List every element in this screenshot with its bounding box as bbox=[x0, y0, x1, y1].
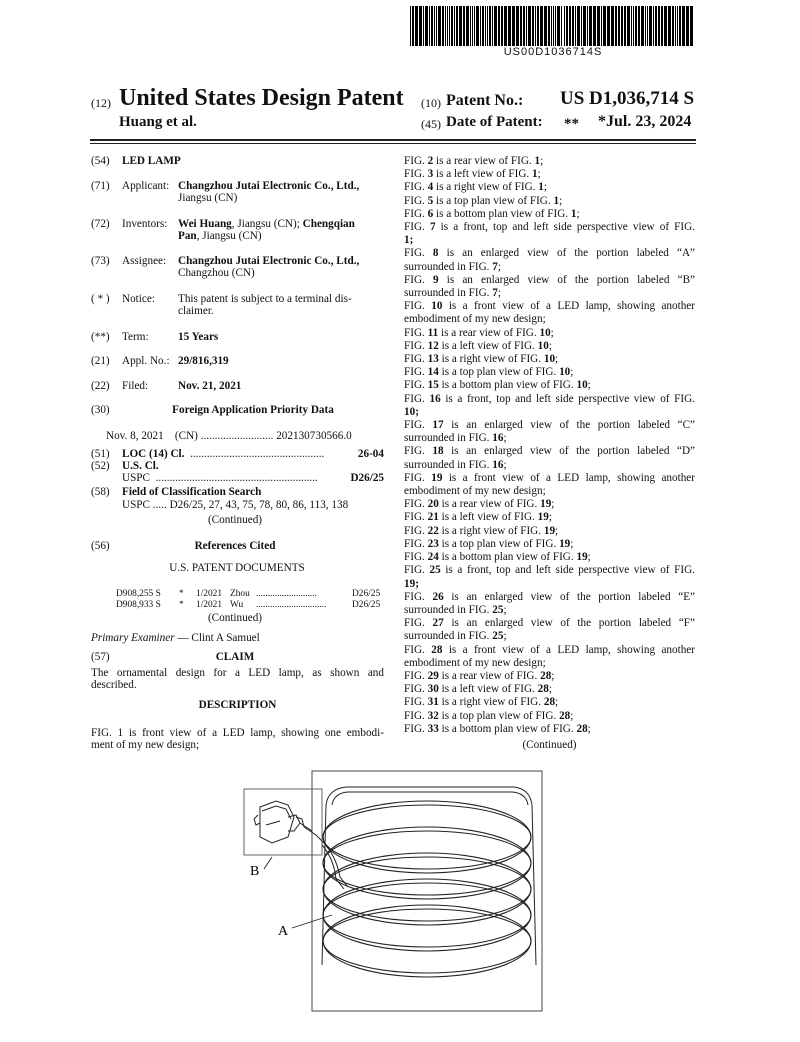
claim-line-2: described. bbox=[91, 678, 137, 691]
barcode-bar bbox=[520, 6, 522, 46]
field-values: ..... D26/25, 27, 43, 75, 78, 80, 86, 113, 138 bbox=[152, 499, 349, 511]
loc-label: LOC (14) Cl. bbox=[122, 448, 185, 460]
barcode-bar bbox=[489, 6, 491, 46]
refs-subheading: U.S. PATENT DOCUMENTS bbox=[169, 562, 305, 574]
barcode bbox=[410, 6, 696, 46]
barcode-bar bbox=[624, 6, 626, 46]
figure-description-line: FIG. 16 is a front, top and left side perspective view of FIG. bbox=[404, 392, 695, 405]
barcode-bar bbox=[494, 6, 497, 46]
code-45: (45) bbox=[421, 117, 441, 131]
barcode-bar bbox=[447, 6, 448, 46]
figure-description-line: 19; bbox=[404, 577, 419, 590]
header-rule bbox=[90, 139, 696, 141]
date-of-patent: *Jul. 23, 2024 bbox=[598, 113, 692, 130]
code-term: (**) bbox=[91, 331, 110, 343]
label-a: A bbox=[278, 924, 289, 939]
barcode-bar bbox=[686, 6, 689, 46]
barcode-bar bbox=[476, 6, 479, 46]
description-line-2: ment of my new design; bbox=[91, 738, 200, 751]
figure-description-line: FIG. 4 is a right view of FIG. 1; bbox=[404, 181, 547, 194]
figure-descriptions bbox=[404, 155, 695, 736]
figure-description-line: FIG. 27 is an enlarged view of the portion labeled “F” bbox=[404, 617, 695, 630]
barcode-bar bbox=[690, 6, 693, 46]
barcode-bar bbox=[631, 6, 632, 46]
barcode-bar bbox=[459, 6, 462, 46]
barcode-bar bbox=[645, 6, 646, 46]
barcode-bar bbox=[463, 6, 465, 46]
barcode-bar bbox=[512, 6, 515, 46]
figure-description-line: FIG. 19 is a front view of a LED lamp, showing another bbox=[404, 471, 695, 484]
figure-description-line: FIG. 6 is a bottom plan view of FIG. 1; bbox=[404, 207, 580, 220]
appl-label: Appl. No.: bbox=[122, 355, 170, 367]
barcode-bar bbox=[523, 6, 525, 46]
examiner-row bbox=[91, 633, 260, 645]
notice-line-1: This patent is subject to a terminal dis- bbox=[178, 293, 352, 305]
barcode-bar bbox=[436, 6, 437, 46]
assignee-label: Assignee: bbox=[122, 255, 167, 267]
barcode-bar bbox=[668, 6, 671, 46]
priority-date: Nov. 8, 2021 bbox=[106, 430, 164, 442]
barcode-bar bbox=[601, 6, 602, 46]
ref-star: * bbox=[179, 600, 184, 610]
code-72: (72) bbox=[91, 218, 110, 230]
barcode-bar bbox=[675, 6, 676, 46]
assignee-location: Changzhou (CN) bbox=[178, 266, 255, 279]
barcode-bar bbox=[423, 6, 424, 46]
barcode-bar bbox=[442, 6, 444, 46]
uscl-label: U.S. Cl. bbox=[122, 460, 159, 472]
filed-date: Nov. 21, 2021 bbox=[178, 380, 242, 392]
loc-value: 26-04 bbox=[357, 448, 384, 460]
inventor-2-loc: , Jiangsu (CN) bbox=[196, 229, 262, 242]
barcode-number: US00D1036714S bbox=[503, 46, 603, 58]
ref-number: D908,933 S bbox=[116, 600, 161, 610]
barcode-bar bbox=[664, 6, 667, 46]
barcode-bar bbox=[589, 6, 592, 46]
barcode-bar bbox=[540, 6, 543, 46]
figure-description-line: surrounded in FIG. 16; bbox=[404, 432, 507, 445]
code-21: (21) bbox=[91, 355, 110, 367]
description-line-1: FIG. 1 is front view of a LED lamp, showing one embodi- bbox=[91, 727, 384, 739]
inventor-2a: Chengqian bbox=[302, 218, 355, 230]
ref-date: 1/2021 bbox=[196, 600, 223, 610]
priority-dots: .......................... bbox=[200, 430, 274, 442]
barcode-bar bbox=[438, 6, 441, 46]
barcode-bar bbox=[528, 6, 531, 46]
notice-label: Notice: bbox=[122, 293, 155, 305]
figure-description-line: FIG. 20 is a rear view of FIG. 19; bbox=[404, 498, 555, 511]
barcode-bar bbox=[474, 6, 475, 46]
field-heading: Field of Classification Search bbox=[122, 486, 262, 498]
barcode-bar bbox=[621, 6, 623, 46]
barcode-bar bbox=[555, 6, 556, 46]
figure-description-line: FIG. 22 is a right view of FIG. 19; bbox=[404, 524, 559, 537]
rings bbox=[323, 801, 531, 977]
figure-description-line: FIG. 24 is a bottom plan view of FIG. 19; bbox=[404, 551, 591, 564]
ref-dots: .......................... bbox=[256, 589, 317, 599]
figure-description-line: surrounded in FIG. 16; bbox=[404, 458, 507, 471]
barcode-bar bbox=[487, 6, 488, 46]
figure-description-line: FIG. 12 is a left view of FIG. 10; bbox=[404, 339, 552, 352]
ref-date: 1/2021 bbox=[196, 589, 223, 599]
claim-line-1: The ornamental design for a LED lamp, as shown and bbox=[91, 667, 384, 679]
barcode-bar bbox=[434, 6, 435, 46]
authors: Huang et al. bbox=[119, 114, 197, 130]
inventors bbox=[178, 219, 384, 242]
barcode-bar bbox=[454, 6, 455, 46]
patent-drawing bbox=[236, 765, 556, 1017]
barcode-bar bbox=[551, 6, 552, 46]
figure-description-line: FIG. 33 is a bottom plan view of FIG. 28; bbox=[404, 722, 591, 735]
barcode-bar bbox=[661, 6, 663, 46]
inventor-1-loc: , Jiangsu (CN); bbox=[231, 218, 300, 230]
ref-class: D26/25 bbox=[352, 600, 381, 610]
description-text bbox=[91, 728, 384, 751]
figure-description-line: surrounded in FIG. 7; bbox=[404, 260, 501, 273]
figure-description-line: FIG. 31 is a right view of FIG. 28; bbox=[404, 696, 559, 709]
loc-dots: ................................................ bbox=[190, 448, 325, 460]
barcode-bar bbox=[597, 6, 600, 46]
barcode-bar bbox=[451, 6, 453, 46]
descriptions-continued: (Continued) bbox=[522, 739, 577, 751]
barcode-bar bbox=[672, 6, 674, 46]
description-heading: DESCRIPTION bbox=[198, 699, 277, 711]
barcode-bar bbox=[638, 6, 640, 46]
code-71: (71) bbox=[91, 180, 110, 192]
figure-description-line: surrounded in FIG. 25; bbox=[404, 603, 507, 616]
barcode-bar bbox=[569, 6, 571, 46]
uspc-dots: .......................................................... bbox=[155, 472, 318, 484]
applicant-label: Applicant: bbox=[122, 180, 170, 192]
barcode-bar bbox=[564, 6, 565, 46]
ref-dots: .............................. bbox=[256, 600, 327, 610]
ref-class: D26/25 bbox=[352, 589, 381, 599]
barcode-bar bbox=[445, 6, 446, 46]
figure-description-line: FIG. 13 is a right view of FIG. 10; bbox=[404, 353, 559, 366]
header-rule-thin bbox=[90, 143, 696, 144]
refs-continued: (Continued) bbox=[207, 612, 263, 624]
barcode-bar bbox=[611, 6, 614, 46]
figure-description-line: FIG. 11 is a rear view of FIG. 10; bbox=[404, 326, 554, 339]
figure-description-line: embodiment of my new design; bbox=[404, 656, 546, 669]
barcode-bar bbox=[415, 6, 418, 46]
figure-description-line: 1; bbox=[404, 234, 414, 247]
notice-line-2: claimer. bbox=[178, 304, 214, 317]
barcode-bar bbox=[501, 6, 503, 46]
figure-description-line: FIG. 25 is a front, top and left side perspective view of FIG. bbox=[404, 564, 695, 577]
figure-description-line: FIG. 17 is an enlarged view of the portion labeled “C” bbox=[404, 419, 695, 432]
barcode-bar bbox=[641, 6, 644, 46]
barcode-bar bbox=[431, 6, 433, 46]
barcode-bar bbox=[410, 6, 411, 46]
figure-description-line: FIG. 21 is a left view of FIG. 19; bbox=[404, 511, 552, 524]
barcode-bar bbox=[419, 6, 422, 46]
uspc-label: USPC bbox=[122, 472, 150, 484]
figure-description-line: FIG. 10 is a front view of a LED lamp, showing another bbox=[404, 300, 695, 313]
figure-description-line: 10; bbox=[404, 405, 419, 418]
barcode-bar bbox=[425, 6, 428, 46]
barcode-bar bbox=[583, 6, 586, 46]
code-10: (10) bbox=[421, 96, 441, 110]
filed-label: Filed: bbox=[122, 380, 149, 392]
barcode-bar bbox=[516, 6, 519, 46]
barcode-bar bbox=[603, 6, 606, 46]
code-notice: ( * ) bbox=[91, 293, 110, 305]
priority-heading: Foreign Application Priority Data bbox=[172, 404, 334, 416]
figure-description-line: FIG. 29 is a rear view of FIG. 28; bbox=[404, 669, 555, 682]
barcode-bar bbox=[655, 6, 657, 46]
code-56: (56) bbox=[91, 540, 110, 552]
barcode-bar bbox=[470, 6, 471, 46]
barcode-bar bbox=[429, 6, 430, 46]
figure-description-line: embodiment of my new design; bbox=[404, 313, 546, 326]
figure-description-line: FIG. 9 is an enlarged view of the portion labeled “B” bbox=[404, 273, 696, 286]
barcode-bar bbox=[677, 6, 678, 46]
barcode-bar bbox=[561, 6, 562, 46]
barcode-bar bbox=[658, 6, 660, 46]
reference-row bbox=[116, 589, 384, 600]
date-stars: ** bbox=[564, 116, 579, 132]
barcode-bar bbox=[593, 6, 596, 46]
barcode-bar bbox=[607, 6, 610, 46]
inventors-label: Inventors: bbox=[122, 218, 168, 230]
priority-number: 202130730566.0 bbox=[276, 430, 352, 442]
refs-heading: References Cited bbox=[194, 540, 276, 552]
term-value: 15 Years bbox=[178, 331, 219, 343]
barcode-bar bbox=[508, 6, 511, 46]
field-row bbox=[122, 500, 348, 512]
barcode-bar bbox=[679, 6, 681, 46]
barcode-bar bbox=[472, 6, 473, 46]
claim-text bbox=[91, 668, 384, 691]
barcode-bar bbox=[647, 6, 648, 46]
examiner-dash: — bbox=[174, 632, 192, 644]
barcode-bar bbox=[537, 6, 539, 46]
figure-description-line: FIG. 30 is a left view of FIG. 28; bbox=[404, 683, 552, 696]
code-54: (54) bbox=[91, 155, 110, 167]
figure-description-line: embodiment of my new design; bbox=[404, 485, 546, 498]
barcode-bar bbox=[557, 6, 560, 46]
code-22: (22) bbox=[91, 380, 110, 392]
barcode-bar bbox=[480, 6, 481, 46]
barcode-bar bbox=[504, 6, 507, 46]
barcode-bar bbox=[449, 6, 450, 46]
priority-row bbox=[106, 431, 352, 443]
uspc-row bbox=[122, 473, 318, 485]
invention-title: LED LAMP bbox=[122, 155, 181, 167]
ref-number: D908,255 S bbox=[116, 589, 161, 599]
code-52: (52) bbox=[91, 460, 110, 472]
references-list bbox=[116, 589, 384, 611]
figure-description-line: FIG. 18 is an enlarged view of the portion labeled “D” bbox=[404, 445, 695, 458]
code-12: (12) bbox=[91, 96, 111, 110]
barcode-bar bbox=[492, 6, 493, 46]
code-58: (58) bbox=[91, 486, 110, 498]
priority-country: (CN) bbox=[174, 430, 198, 442]
examiner-label: Primary Examiner bbox=[91, 632, 175, 644]
applicant-name: Changzhou Jutai Electronic Co., Ltd., bbox=[178, 180, 360, 192]
code-30: (30) bbox=[91, 404, 110, 416]
figure-description-line: FIG. 8 is an enlarged view of the portion labeled “A” bbox=[404, 247, 695, 260]
barcode-bar bbox=[485, 6, 486, 46]
barcode-bar bbox=[456, 6, 458, 46]
appl-number: 29/816,319 bbox=[178, 355, 229, 367]
figure-description-line: FIG. 26 is an enlarged view of the portion labeled “E” bbox=[404, 590, 695, 603]
barcode-bar bbox=[532, 6, 534, 46]
barcode-bar bbox=[553, 6, 554, 46]
label-b: B bbox=[250, 864, 260, 879]
figure-description-line: FIG. 15 is a bottom plan view of FIG. 10; bbox=[404, 379, 591, 392]
barcode-bar bbox=[548, 6, 550, 46]
detail-box-b bbox=[244, 789, 322, 855]
patent-number-label: Patent No.: bbox=[446, 92, 524, 109]
figure-description-line: FIG. 32 is a top plan view of FIG. 28; bbox=[404, 709, 574, 722]
barcode-bar bbox=[412, 6, 414, 46]
barcode-bar bbox=[572, 6, 574, 46]
examiner-name: Clint A Samuel bbox=[191, 632, 260, 644]
barcode-bar bbox=[635, 6, 637, 46]
figure-description-line: surrounded in FIG. 25; bbox=[404, 630, 507, 643]
figure-description-line: FIG. 28 is a front view of a LED lamp, showing another bbox=[404, 643, 695, 656]
assignee-name: Changzhou Jutai Electronic Co., Ltd., bbox=[178, 255, 360, 267]
barcode-bar bbox=[587, 6, 588, 46]
term-label: Term: bbox=[122, 331, 149, 343]
barcode-bar bbox=[649, 6, 652, 46]
barcode-bar bbox=[618, 6, 620, 46]
code-51: (51) bbox=[91, 448, 110, 460]
ref-star: * bbox=[179, 589, 184, 599]
barcode-bar bbox=[615, 6, 617, 46]
barcode-bar bbox=[535, 6, 536, 46]
barcode-bar bbox=[627, 6, 630, 46]
document-title: United States Design Patent bbox=[119, 85, 404, 111]
inventor-2b: Pan bbox=[178, 229, 197, 242]
figure-description-line: FIG. 23 is a top plan view of FIG. 19; bbox=[404, 537, 574, 550]
barcode-bar bbox=[466, 6, 469, 46]
barcode-bar bbox=[498, 6, 500, 46]
barcode-bar bbox=[577, 6, 580, 46]
barcode-bar bbox=[566, 6, 568, 46]
patent-number: US D1,036,714 S bbox=[560, 88, 695, 109]
barcode-bar bbox=[544, 6, 547, 46]
field-continued: (Continued) bbox=[207, 514, 263, 526]
field-uspc-label: USPC bbox=[122, 499, 150, 511]
reference-row bbox=[116, 600, 384, 611]
claim-heading: CLAIM bbox=[215, 651, 255, 663]
barcode-bar bbox=[575, 6, 576, 46]
barcode-bar bbox=[482, 6, 484, 46]
uspc-value: D26/25 bbox=[350, 472, 384, 484]
barcode-bar bbox=[526, 6, 527, 46]
figure-description-line: FIG. 14 is a top plan view of FIG. 10; bbox=[404, 366, 574, 379]
figure-description-line: FIG. 2 is a rear view of FIG. 1; bbox=[404, 155, 544, 167]
inventor-1: Wei Huang bbox=[178, 218, 232, 230]
applicant-location: Jiangsu (CN) bbox=[178, 191, 238, 204]
leader-line-b bbox=[264, 857, 272, 869]
ref-name: Wu bbox=[230, 600, 244, 610]
barcode-bar bbox=[581, 6, 582, 46]
barcode-bar bbox=[682, 6, 685, 46]
date-label: Date of Patent: bbox=[446, 114, 543, 130]
figure-description-line: surrounded in FIG. 7; bbox=[404, 287, 501, 300]
figure-description-line: FIG. 5 is a top plan view of FIG. 1; bbox=[404, 194, 563, 207]
code-57: (57) bbox=[91, 651, 110, 663]
figure-description-line: FIG. 7 is a front, top and left side perspective view of FIG. bbox=[404, 221, 695, 234]
barcode-bar bbox=[633, 6, 634, 46]
barcode-bar bbox=[653, 6, 654, 46]
figure-description-line: FIG. 3 is a left view of FIG. 1; bbox=[404, 168, 541, 181]
ref-name: Zhou bbox=[230, 589, 250, 599]
drawing-frame bbox=[312, 771, 542, 1011]
code-73: (73) bbox=[91, 255, 110, 267]
